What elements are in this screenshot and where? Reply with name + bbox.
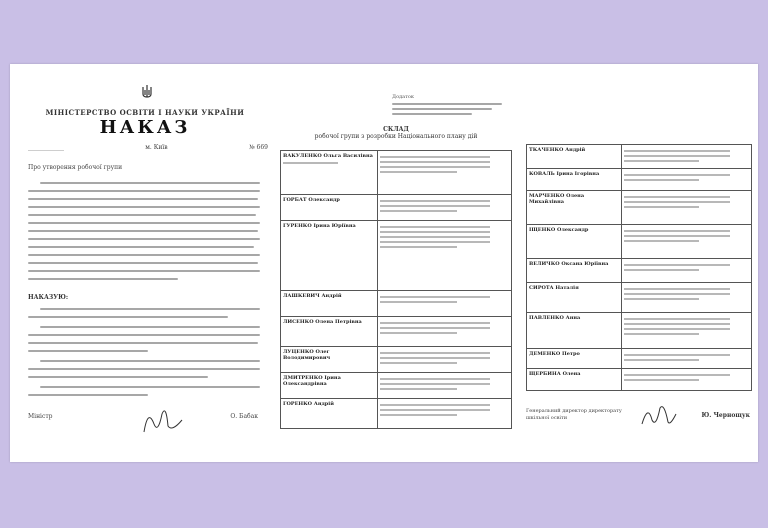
table-row: ТКАЧЕНКО Андрій [527, 145, 752, 169]
table-row: ВЕЛИЧКО Оксана Юріївна [527, 259, 752, 283]
order-number: № 669 [248, 144, 268, 151]
table-row: ЛАШКЕВИЧ Андрій [281, 291, 512, 317]
table-row: ГОРЕНКО Андрій [281, 399, 512, 429]
trident-emblem-icon [141, 84, 153, 100]
appendix-title-text: робочої групи з розробки Національного плану дій [314, 133, 478, 140]
order-page [10, 64, 272, 462]
order-subject: Про утворення робочої групи [28, 164, 123, 171]
appendix-title-bold: СКЛАД [383, 126, 409, 133]
table-row: ПАВЛЕНКО Анна [527, 313, 752, 349]
appendix-page [272, 64, 520, 462]
signature-scribble [138, 402, 188, 436]
appendix-continuation-page [520, 64, 758, 462]
ministry-name: МІНІСТЕРСТВО ОСВІТИ І НАУКИ УКРАЇНИ [45, 108, 245, 117]
table-row: ІЩЕНКО Олександр [527, 225, 752, 259]
footer-name: Ю. Чернощук [701, 412, 750, 419]
table-row: СИРОТА Наталія [527, 283, 752, 313]
appendix-title [282, 126, 510, 140]
date-field: ____________ [28, 144, 64, 151]
table-row: КОВАЛЬ Ірина Ігорівна [527, 169, 752, 191]
section-heading: НАКАЗУЮ: [28, 294, 69, 301]
city: м. Київ [145, 144, 168, 151]
document-title: НАКАЗ [99, 117, 191, 138]
footer-role: Генеральний директор директорату шкільної освіти [526, 408, 622, 421]
table-row: ЛУЦЕНКО Олег Володимирович [281, 347, 512, 373]
date-line [28, 144, 268, 151]
signature-scribble [638, 400, 678, 430]
table-row: ЛИСЕНКО Олена Петрівна [281, 317, 512, 347]
approval-block [392, 94, 502, 118]
table-row: ЩЕРБИНА Олена [527, 369, 752, 391]
table-row: ВАКУЛЕНКО Ольга Василівна [281, 151, 512, 195]
approval-label: Додаток [392, 94, 415, 100]
signer-role: Міністр [28, 413, 53, 420]
members-table-continued [526, 144, 752, 391]
table-row: ГОРБАТ Олександр [281, 195, 512, 221]
table-row: ДМИТРЕНКО Ірина Олександрівна [281, 373, 512, 399]
document-sheet [10, 64, 758, 462]
table-row: ДЕМЕНКО Петро [527, 349, 752, 369]
signer-name: О. Бабак [230, 413, 258, 420]
table-row: МАРЧЕНКО Олена Михайлівна [527, 191, 752, 225]
members-table [280, 150, 512, 429]
table-row: ГУРЕНКО Ірина Юріївна [281, 221, 512, 291]
